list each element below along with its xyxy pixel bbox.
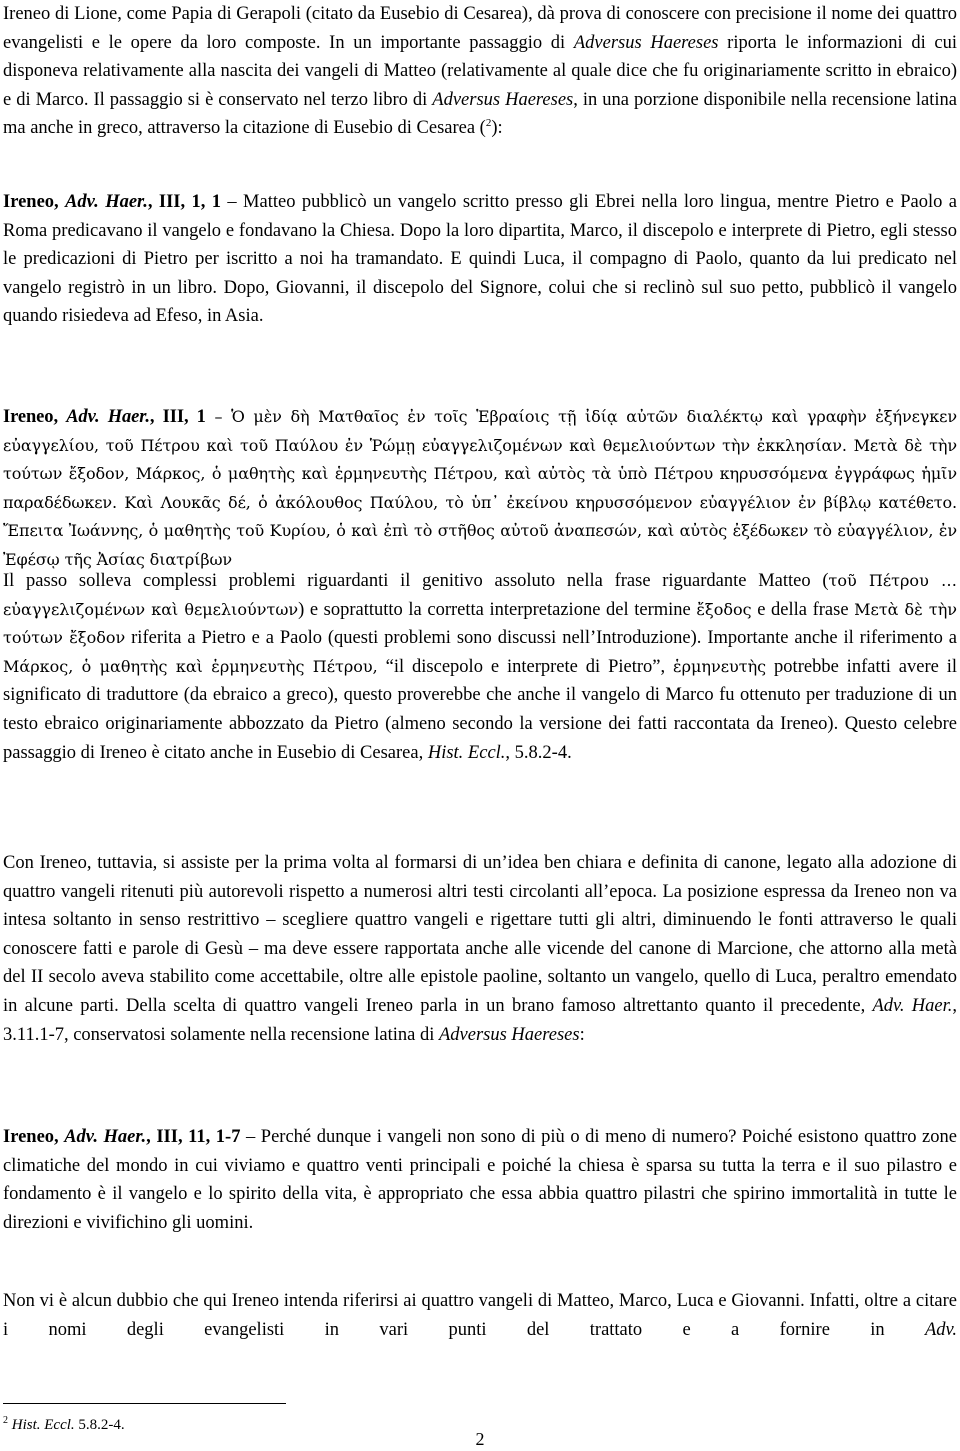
greek-phrase: Μετὰ δὲ τὴν τούτων ἔξοδον: [3, 599, 958, 648]
quote-text: – Matteo pubblicò un vangelo scritto presso gli Ebrei nella loro lingua, mentre Pietro e Paolo a Roma predicavano il vangelo e fondavano la Chiesa. Dopo la loro dipartita, Marco, il discepolo e interprete di Pietro, egli stesso le predicazioni di Pietro per iscritto a noi ha tramandato. E quindi Luca, il compagno di Paolo, quanto da lui predicato nel vangelo registrò in un libro. Dopo, Giovanni, il discepolo del Signore, colui che si reclinò sul suo petto, pubblicò il vangelo quando risiedeva ad Efeso, in Asia.: [3, 192, 957, 327]
greek-phrase: τοῦ Πέτρου … εὐαγγελιζομένων καὶ θεμελιούντων: [3, 571, 957, 619]
greek-phrase: ἑρμηνευτὴς: [673, 656, 767, 676]
text-run: , in una porzione disponibile nella recensione latina ma anche in greco, attraverso la citazione di Eusebio di Cesarea (: [3, 89, 958, 139]
paragraph-quote-greek: [3, 403, 957, 575]
footnote-separator: [3, 1403, 286, 1404]
text-run: riporta le informazioni di cui disponeva relativamente alla nascita dei vangeli di Matteo (relativamente al quale dice che fu originariamente scritto in ebraico) e di Marco. Il passaggio si è conservato nel terzo libro di: [3, 32, 957, 110]
citation-label: Adv. Haer.: [66, 407, 150, 427]
work-title: Adv. Haer.: [872, 995, 953, 1016]
text-run: “il discepolo e interprete di Pietro”,: [377, 656, 674, 677]
text-run: riferita a Pietro e a Paolo (questi problemi sono discussi nell’Introduzione). Importante anche il riferimento a: [125, 628, 957, 649]
footnote-number: 2: [3, 1415, 8, 1426]
citation-label: Adv. Haer.: [64, 1127, 147, 1147]
text-run: Con Ireneo, tuttavia, si assiste per la prima volta al formarsi di un’idea ben chiara e definita di canone, legato alla adozione di quattro vangeli ritenuti più autorevoli rispetto a numerosi altri testi circolanti all’epoca. La posizione espressa da Ireneo non va intesa soltanto in senso restrittivo – scegliere quattro vangeli e rigettare tutti gli altri, diminuendo le fonti attraverso le quali conoscere fatti e parole di Gesù – ma deve essere rapportata anche alle vicende del canone di Marcione, che attorno alla metà del II secolo aveva stabilito come accettabile, oltre alle epistole paoline, soltanto un vangelo, quello di Luca, peraltro emendato in alcune parti. Della scelta di quattro vangeli Ireneo parla in un brano famoso altrettanto quanto il precedente,: [3, 853, 957, 1016]
work-title: Adversus Haereses: [438, 1024, 580, 1045]
paragraph-canon: [3, 849, 957, 1049]
text-run: :: [579, 1024, 585, 1045]
paragraph-conclusion: [3, 1287, 957, 1344]
text-run: ):: [491, 118, 503, 139]
quote-text: – Perché dunque i vangeli non sono di più o di meno di numero? Poiché esistono quattro zone climatiche del mondo in cui viviamo e quattro venti principali e poiché la chiesa è sparsa su tutta la terra e il suo pilastro e fondamento è il vangelo e lo spirito della vita, è appropriato che essa abbia quattro pilastri che spirino immortalità in tutte le direzioni e vivifichino gli uomini.: [3, 1127, 957, 1233]
text-run: , 3.11.1-7, conservatosi solamente nella recensione latina di: [3, 995, 958, 1045]
text-run: e della frase: [751, 599, 855, 620]
work-title: Hist. Eccl.: [427, 742, 506, 763]
text-run: Ireneo di Lione, come Papia di Gerapoli (citato da Eusebio di Cesarea), dà prova di conoscere con precisione il nome dei quattro evangelisti e le opere da loro composte. In un importante passaggio di: [3, 4, 957, 53]
greek-quote-text: – Ὁ μὲν δὴ Ματθαῖος ἐν τοῖς Ἑβραίοις τῇ ἰδίᾳ αὐτῶν διαλέκτῳ καὶ γραφὴν ἐξήνεγκεν εὐαγγελίου, τοῦ Πέτρου καὶ τοῦ Παύλου ἐν Ῥώμῃ εὐαγγελιζομένων καὶ θεμελιούντων τὴν ἐκκλησίαν. Μετὰ δὲ τὴν τούτων ἔξοδον, Μάρκος, ὁ μαθητὴς καὶ ἑρμηνευτὴς Πέτρου, καὶ αὐτὸς τὰ ὑπὸ Πέτρου κηρυσσόμενα ἐγγράφως ἡμῖν παραδέδωκεν. Καὶ Λουκᾶς δέ, ὁ ἀκόλουθος Παύλου, τὸ ὑπ᾽ ἐκείνου κηρυσσόμενον εὐαγγέλιον ἐν βίβλῳ κατέθετο. Ἔπειτα Ἰωάννης, ὁ μαθητὴς τοῦ Κυρίου, ὁ καὶ ἐπὶ τὸ στῆθος αὐτοῦ ἀναπεσών, καὶ αὐτὸς ἐξέδωκεν τὸ εὐαγγέλιον, ἐν Ἐφέσῳ τῆς Ἀσίας διατρίβων: [3, 407, 957, 569]
greek-phrase: Μάρκος, ὁ μαθητὴς καὶ ἑρμηνευτὴς Πέτρου,: [3, 656, 378, 676]
work-title: Adv.: [924, 1319, 957, 1340]
paragraph-intro: [3, 0, 957, 143]
footnote-source: Hist. Eccl.: [11, 1417, 75, 1433]
text-run: ) e soprattutto la corretta interpretazione del termine: [298, 599, 697, 620]
citation-label: , III, 11, 1-7: [146, 1127, 241, 1147]
footnote-reference[interactable]: 2: [485, 117, 492, 130]
paragraph-quote-latin: [3, 188, 957, 331]
work-title: Adversus Haereses: [573, 32, 719, 53]
text-run: Il passo solleva complessi problemi riguardanti il genitivo assoluto nella frase riguardante Matteo (: [3, 571, 829, 591]
citation-label: , III, 1, 1: [147, 192, 222, 212]
work-title: Adversus Haereses: [432, 89, 574, 110]
citation-label: Adv. Haer.: [65, 192, 148, 212]
text-run: , 5.8.2-4.: [505, 742, 572, 763]
citation-label: Ireneo,: [3, 192, 66, 212]
paragraph-commentary: [3, 567, 957, 767]
citation-label: Ireneo,: [3, 407, 67, 427]
citation-label: , III, 1: [149, 407, 206, 427]
text-run: Non vi è alcun dubbio che qui Ireneo intenda riferirsi ai quattro vangeli di Matteo, Marco, Luca e Giovanni. Infatti, oltre a citare i nomi degli evangelisti in vari punti del trattato e a fornire in: [3, 1291, 957, 1340]
citation-label: Ireneo,: [3, 1127, 65, 1147]
text-run: potrebbe infatti avere il significato di traduttore (da ebraico a greco), questo proverebbe che anche il vangelo di Marco fu ottenuto per traduzione di un testo ebraico originariamente abbozzato da Pietro (almeno secondo la versione dei fatti raccontata da Ireneo). Questo celebre passaggio di Ireneo è citato anche in Eusebio di Cesarea,: [3, 656, 958, 763]
greek-phrase: ἔξοδος: [696, 599, 752, 619]
paragraph-quote-four-gospels: [3, 1123, 957, 1237]
page-number: 2: [475, 1429, 485, 1449]
footnote-location: 5.8.2-4.: [74, 1417, 125, 1433]
